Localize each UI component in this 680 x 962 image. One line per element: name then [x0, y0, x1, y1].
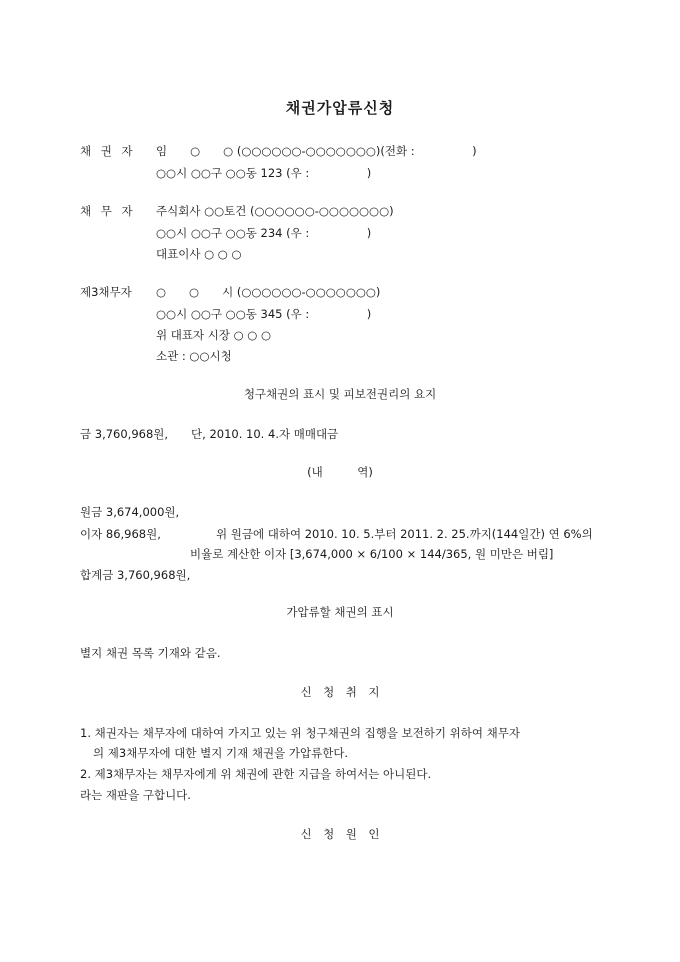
third-debtor-representative-line: 위 대표자 시장 ○ ○ ○: [156, 328, 272, 342]
detail-heading: (내 역): [307, 465, 373, 479]
third-debtor-office-line: 소관 : ○○시청: [156, 349, 232, 363]
debtor-name-line: 주식회사 ○○토건 (○○○○○○-○○○○○○○): [156, 204, 394, 218]
debtor-address-line: ○○시 ○○구 ○○동 234 (우 : ): [156, 226, 372, 240]
purpose-item1-line1: 1. 채권자는 채무자에 대하여 가지고 있는 위 청구채권의 집행을 보전하기 위하여 채무자: [80, 726, 520, 740]
total-line: 합계금 3,760,968원,: [80, 568, 191, 582]
claim-amount-line: 금 3,760,968원, 단, 2010. 10. 4.자 매매대금: [80, 427, 339, 441]
creditor-address-line: ○○시 ○○구 ○○동 123 (우 : ): [156, 166, 372, 180]
interest-text-line1: 위 원금에 대하여 2010. 10. 5.부터 2011. 2. 25.까지(144일간) 연 6%의: [216, 527, 593, 541]
interest-label: 이자 86,968원,: [80, 527, 161, 541]
debtor-role: 채 무 자: [80, 204, 136, 218]
principal-line: 원금 3,674,000원,: [80, 505, 180, 519]
interest-text-line2: 비율로 계산한 이자 [3,674,000 × 6/100 × 144/365, 원 미만은 버림]: [190, 547, 554, 561]
claim-heading: 청구채권의 표시 및 피보전권리의 요지: [243, 387, 437, 401]
seizure-text: 별지 채권 목록 기재와 같음.: [80, 646, 221, 660]
purpose-heading: 신 청 취 지: [300, 685, 380, 699]
purpose-closing: 라는 재판을 구합니다.: [80, 788, 191, 802]
debtor-representative-line: 대표이사 ○ ○ ○: [156, 247, 242, 261]
purpose-item2: 2. 제3채무자는 채무자에게 위 채권에 관한 지급을 하여서는 아니된다.: [80, 767, 432, 781]
third-debtor-role: 제3채무자: [80, 285, 132, 299]
third-debtor-address-line: ○○시 ○○구 ○○동 345 (우 : ): [156, 307, 372, 321]
creditor-name-line: 임 ○ ○ (○○○○○○-○○○○○○○)(전화 : ): [156, 144, 477, 158]
creditor-role: 채 권 자: [80, 144, 136, 158]
third-debtor-name-line: ○ ○ 시 (○○○○○○-○○○○○○○): [156, 285, 381, 299]
cause-heading: 신 청 원 인: [300, 827, 380, 841]
document-title: 채권가압류신청: [285, 99, 395, 117]
purpose-item1-line2: 의 제3채무자에 대한 별지 기재 채권을 가압류한다.: [93, 746, 349, 760]
seizure-heading: 가압류할 채권의 표시: [286, 605, 394, 619]
